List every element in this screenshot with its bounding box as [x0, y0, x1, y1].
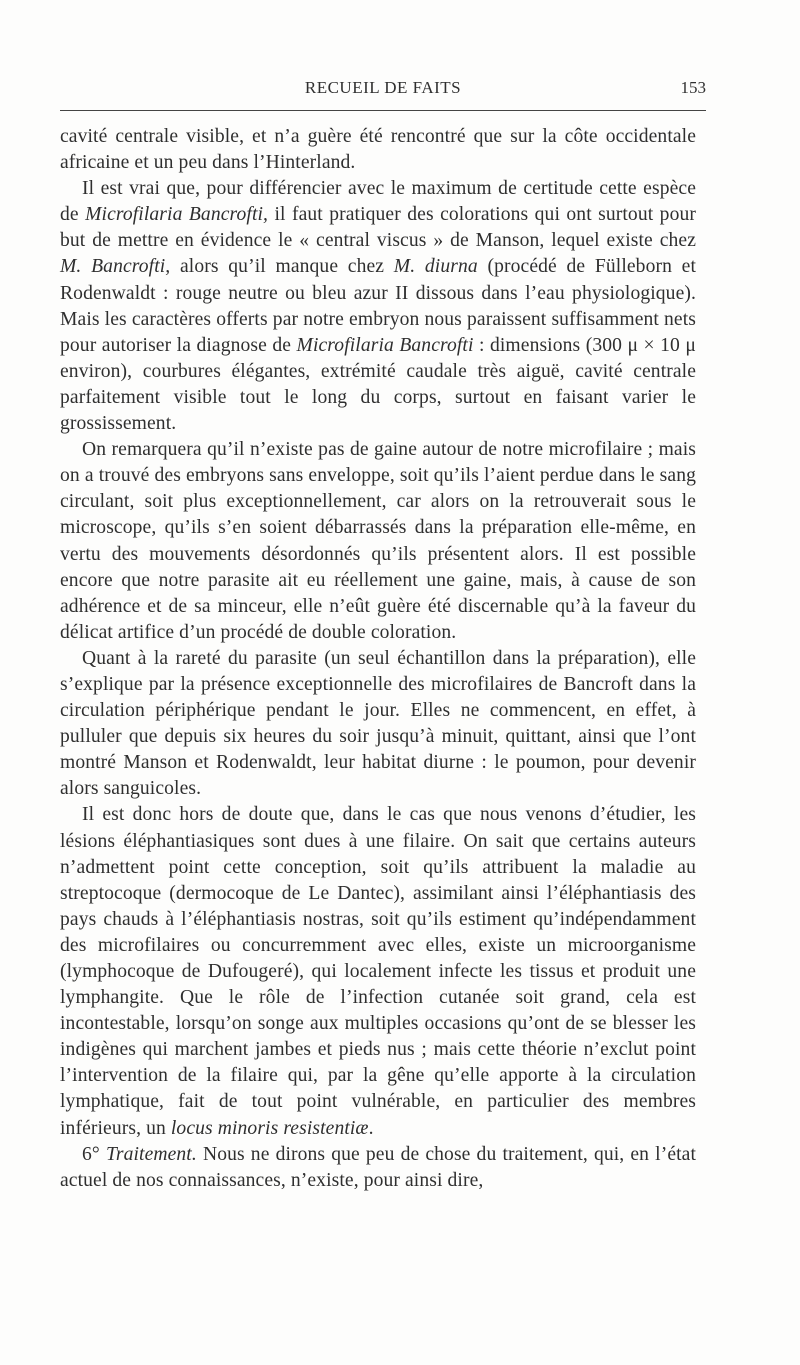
page-number: 153	[680, 78, 706, 97]
paragraph-6: 6° Traitement. Nous ne dirons que peu de chose du traitement, qui, en l’état actuel de nos connaissances, n’existe, pour ainsi dire,	[60, 1143, 696, 1191]
body-text	[60, 124, 696, 1194]
section-heading: Traitement.	[105, 1143, 197, 1165]
page-header	[60, 78, 706, 102]
running-title: RECUEIL DE FAITS	[304, 78, 462, 97]
latin-phrase: locus minoris resistentiæ	[170, 1117, 369, 1139]
paragraph-5: Il est donc hors de doute que, dans le cas que nous venons d’étudier, les lésions éléphantiasiques sont dues à une filaire. On sait que certains auteurs n’admettent point cette conception, soit qu’ils attribuent la maladie au streptocoque (dermocoque de Le Dantec), assimilant ainsi l’éléphantiasis des pays chauds à l’éléphantiasis nostras, soit qu’ils estiment qu’indépendamment des microfilaires ou concurremment avec elles, existe un microorganisme (lymphocoque de Dufougeré), qui localement infecte les tissus et produit une lymphangite. Que le rôle de l’infection cutanée soit grand, cela est incontestable, lorsqu’on songe aux multiples occasions qu’ont de se blesser les indigènes qui marchent jambes et pieds nus ; mais cette théorie n’exclut point l’intervention de la filaire qui, par la gêne qu’elle apporte à la circulation lymphatique, fait de tout point vulnérable, en particulier des membres inférieurs, un locus minoris resistentiæ.	[60, 804, 696, 1139]
paragraph-2: Il est vrai que, pour différencier avec le maximum de certitude cette espèce de Microfilaria Bancrofti, il faut pratiquer des colorations qui ont surtout pour but de mettre en évidence le « central viscus » de Manson, lequel existe chez M. Bancrofti, alors qu’il manque chez M. diurna (procédé de Fülleborn et Rodenwaldt : rouge neutre ou bleu azur II dissous dans l’eau physiologique). Mais les caractères offerts par notre embryon nous paraissent suffisamment nets pour autoriser la diagnose de Microfilaria Bancrofti : dimensions (300 μ × 10 μ environ), courbures élégantes, extrémité caudale très aiguë, cavité centrale parfaitement visible tout le long du corps, surtout en faisant varier le grossissement.	[60, 178, 697, 435]
section-number: 6°	[82, 1143, 100, 1165]
header-rule	[60, 110, 706, 111]
paragraph-4: Quant à la rareté du parasite (un seul échantillon dans la préparation), elle s’explique par la présence exceptionnelle des microfilaires de Bancroft dans la circulation périphérique pendant le jour. Elles ne commencent, en effet, à pulluler que depuis six heures du soir jusqu’à minuit, quittant, ainsi que l’ont montré Manson et Rodenwaldt, leur habitat diurne : le poumon, pour devenir alors sanguicoles.	[60, 647, 696, 800]
paragraph-1: cavité centrale visible, et n’a guère été rencontré que sur la côte occidentale africaine et un peu dans l’Hinterland.	[60, 126, 696, 174]
species-name: M. diurna	[393, 256, 478, 278]
species-name: M. Bancrofti,	[60, 256, 171, 278]
species-name: Microfilaria Bancrofti	[296, 334, 474, 356]
paragraph-3: On remarquera qu’il n’existe pas de gaine autour de notre microfilaire ; mais on a trouvé des embryons sans enveloppe, soit qu’ils l’aient perdue dans le sang circulant, soit plus exceptionnellement, car alors on la retrouverait sous le microscope, qu’ils s’en soient débarrassés dans la préparation elle-même, en vertu des mouvements désordonnés qu’ils présentent alors. Il est possible encore que notre parasite ait eu réellement une gaine, mais, à cause de son adhérence et de sa minceur, elle n’eût guère été discernable qu’à la faveur du délicat artifice d’un procédé de double coloration.	[60, 439, 696, 643]
species-name: Microfilaria Bancrofti,	[85, 204, 269, 226]
